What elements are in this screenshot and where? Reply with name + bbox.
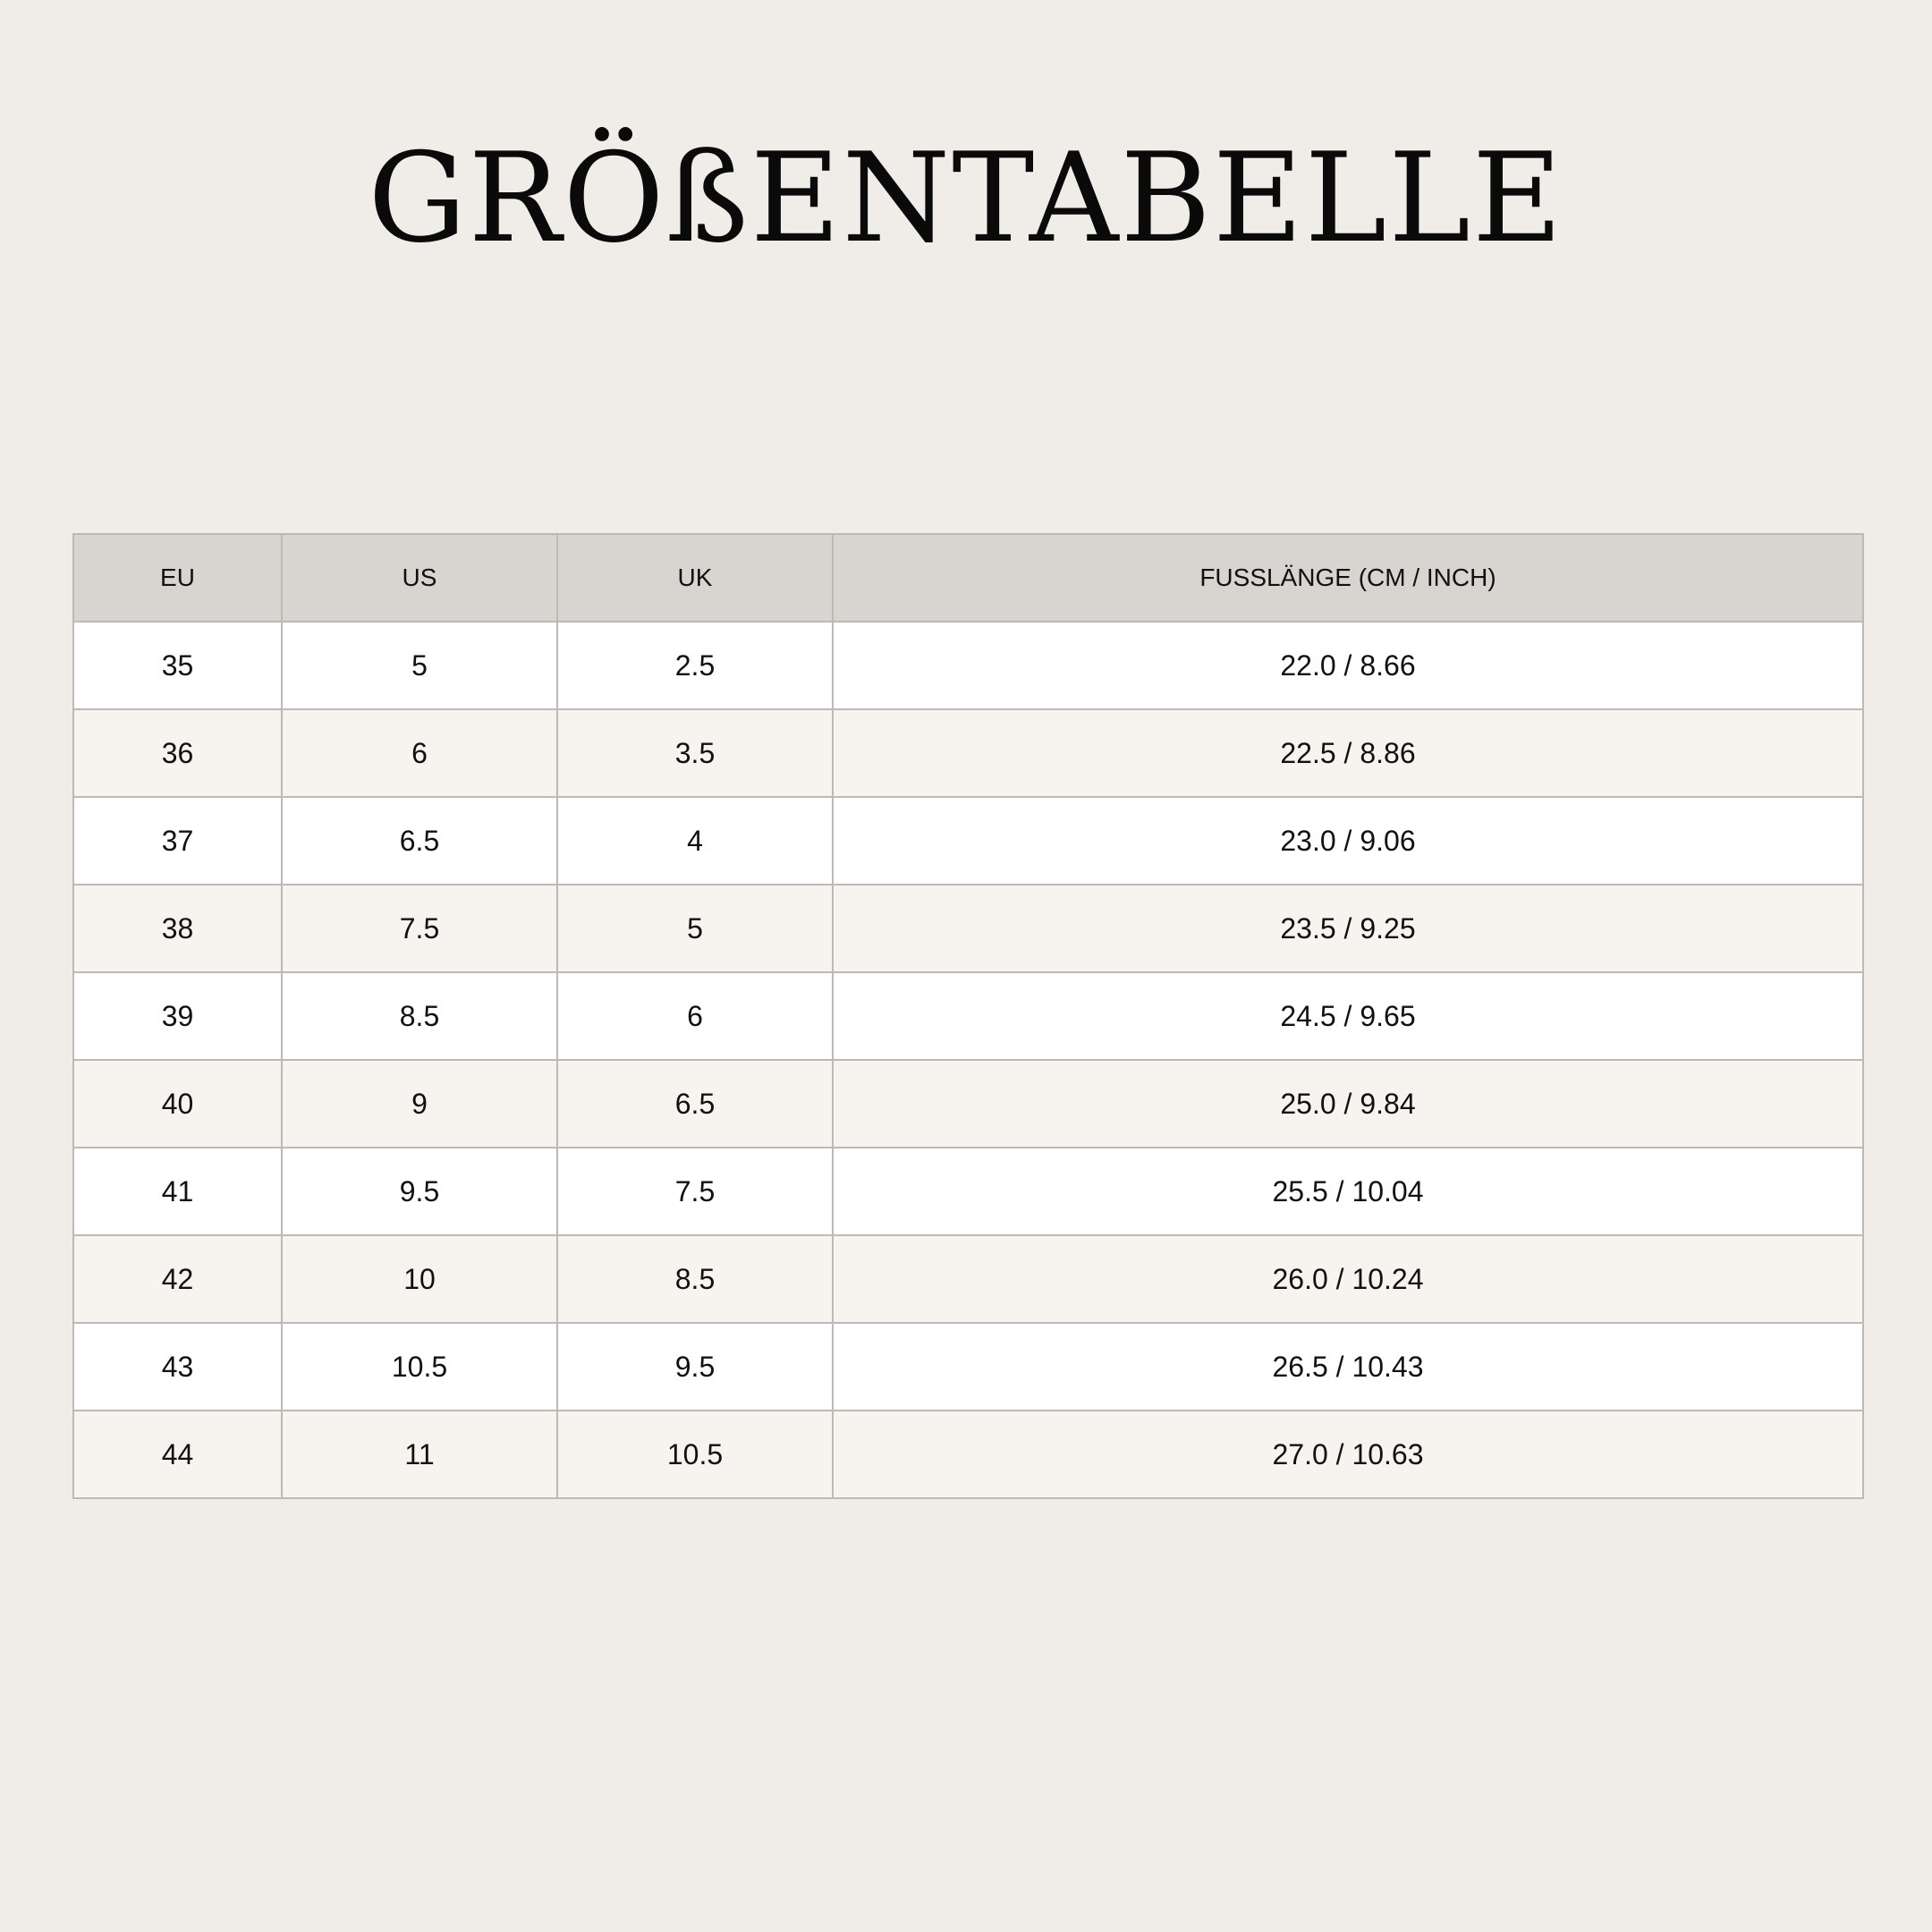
table-row: [73, 709, 1863, 797]
cell-eu: 41: [73, 1148, 282, 1235]
cell-uk: 9.5: [557, 1323, 833, 1411]
table-row: [73, 622, 1863, 709]
cell-eu: 42: [73, 1235, 282, 1323]
cell-foot-length: 25.5 / 10.04: [833, 1148, 1863, 1235]
cell-foot-length: 23.5 / 9.25: [833, 885, 1863, 972]
cell-uk: 3.5: [557, 709, 833, 797]
header-eu: EU: [73, 534, 282, 622]
cell-us: 7.5: [282, 885, 557, 972]
cell-uk: 6.5: [557, 1060, 833, 1148]
header-foot-length: FUSSLÄNGE (CM / INCH): [833, 534, 1863, 622]
cell-foot-length: 26.0 / 10.24: [833, 1235, 1863, 1323]
cell-us: 6.5: [282, 797, 557, 885]
table-row: [73, 885, 1863, 972]
cell-uk: 8.5: [557, 1235, 833, 1323]
table-header-row: [73, 534, 1863, 622]
cell-eu: 39: [73, 972, 282, 1060]
size-chart-table: [72, 533, 1864, 1499]
cell-eu: 44: [73, 1411, 282, 1498]
cell-foot-length: 27.0 / 10.63: [833, 1411, 1863, 1498]
cell-uk: 2.5: [557, 622, 833, 709]
header-us: US: [282, 534, 557, 622]
table-row: [73, 1411, 1863, 1498]
cell-eu: 40: [73, 1060, 282, 1148]
cell-us: 8.5: [282, 972, 557, 1060]
table-row: [73, 1323, 1863, 1411]
cell-us: 6: [282, 709, 557, 797]
cell-uk: 5: [557, 885, 833, 972]
table-row: [73, 797, 1863, 885]
cell-foot-length: 22.5 / 8.86: [833, 709, 1863, 797]
cell-eu: 38: [73, 885, 282, 972]
cell-foot-length: 26.5 / 10.43: [833, 1323, 1863, 1411]
cell-uk: 4: [557, 797, 833, 885]
table-row: [73, 1148, 1863, 1235]
cell-eu: 37: [73, 797, 282, 885]
cell-eu: 36: [73, 709, 282, 797]
table-row: [73, 1060, 1863, 1148]
page-title: GRÖßENTABELLE: [368, 126, 1564, 271]
cell-us: 10: [282, 1235, 557, 1323]
cell-us: 5: [282, 622, 557, 709]
table-row: [73, 972, 1863, 1060]
table-row: [73, 1235, 1863, 1323]
cell-us: 9.5: [282, 1148, 557, 1235]
cell-foot-length: 24.5 / 9.65: [833, 972, 1863, 1060]
cell-uk: 6: [557, 972, 833, 1060]
cell-uk: 7.5: [557, 1148, 833, 1235]
cell-us: 11: [282, 1411, 557, 1498]
cell-foot-length: 23.0 / 9.06: [833, 797, 1863, 885]
cell-uk: 10.5: [557, 1411, 833, 1498]
cell-eu: 43: [73, 1323, 282, 1411]
cell-foot-length: 22.0 / 8.66: [833, 622, 1863, 709]
cell-eu: 35: [73, 622, 282, 709]
cell-us: 9: [282, 1060, 557, 1148]
cell-us: 10.5: [282, 1323, 557, 1411]
cell-foot-length: 25.0 / 9.84: [833, 1060, 1863, 1148]
header-uk: UK: [557, 534, 833, 622]
